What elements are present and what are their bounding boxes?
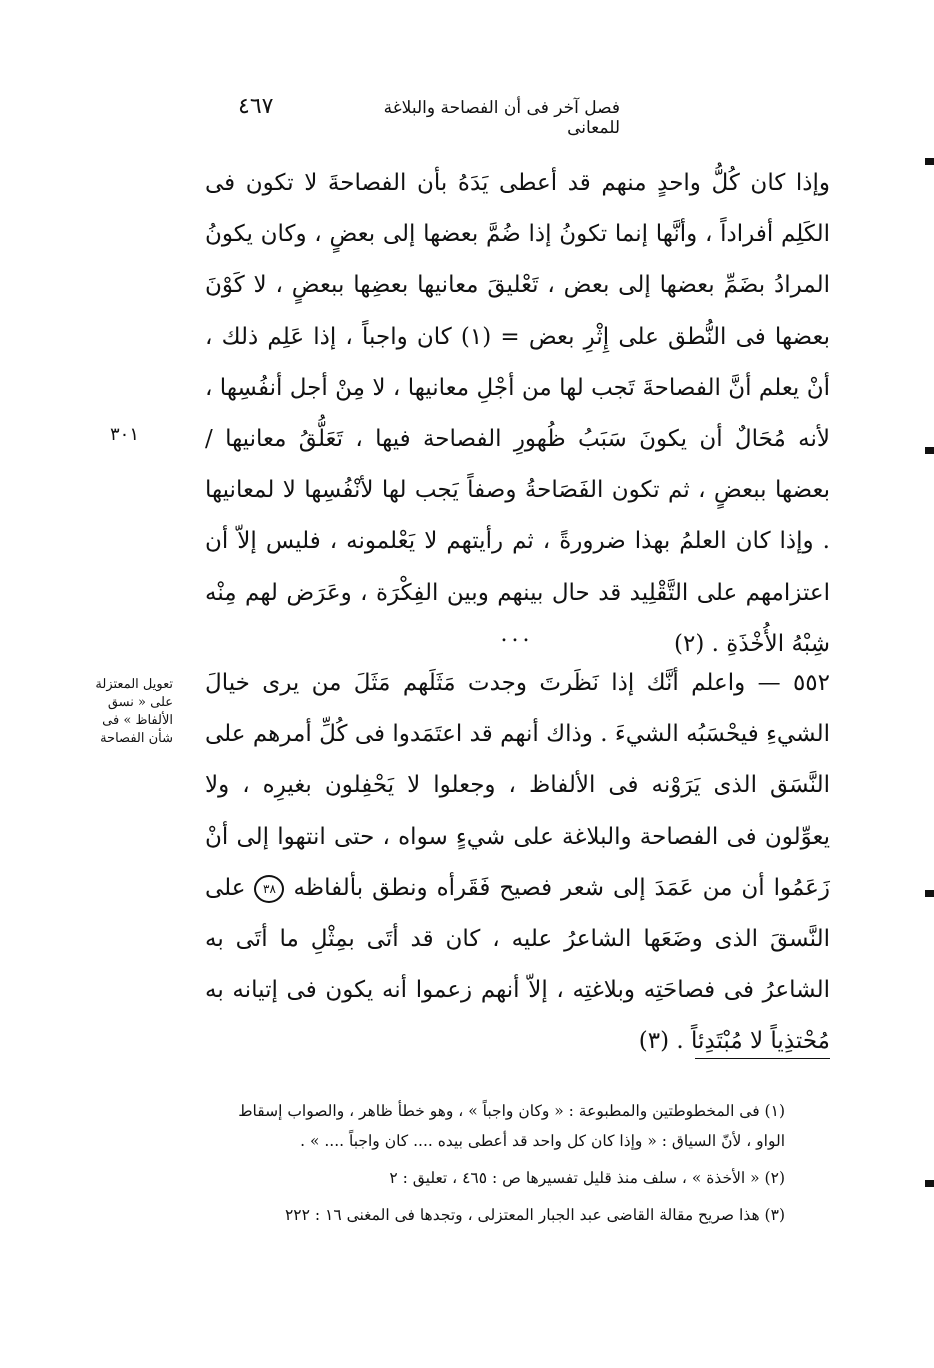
main-paragraph-2 xyxy=(205,658,830,1068)
footnotes xyxy=(215,1096,785,1237)
edge-mark-icon xyxy=(925,890,934,897)
section-separator: ... xyxy=(500,622,534,647)
margin-page-reference: ٣٠١ xyxy=(110,424,140,445)
paragraph-text-part-2: على النَّسقَ الذى وضَعَها الشاعرُ عليه ، كان قد أتَى بمِثْلِ ما أتَى به الشاعرُ فى فصاحَتِه وبلاغتِه ، إلاّ أنهم زعموا أنه يكون فى إتيانه به مُحْتذِياً لا مُبْتَدِئاً . (٣) xyxy=(205,874,830,1055)
edge-mark-icon xyxy=(925,447,934,454)
margin-note: تعويل المعتزلة على « نسق الألفاظ » فى شأن الفصاحة xyxy=(95,677,173,746)
edge-mark-icon xyxy=(925,1180,934,1187)
footnote: (٢) « الأخذة » ، سلف منذ قليل تفسيرها ص : ٤٦٥ ، تعليق : ٢ xyxy=(389,1169,785,1187)
main-paragraph-1 xyxy=(205,158,830,670)
paragraph-text: وإذا كان كُلُّ واحدٍ منهم قد أعطى يَدَهُ بأن الفصاحةَ لا تكون فى الكَلِم أفراداً ، وأنَّها إنما تكونُ إذا ضُمَّ بعضها إلى بعضٍ ، وكان يكونُ المرادُ بضَمِّ بعضها إلى بعض ، تَعْليقَ معانيها بعضِها ببعضٍ ، لا كَوْنَ بعضها فى النُّطق على إِثْرِ بعض = (١) كان واجباً ، إذا عَلِم ذلك ، أنْ يعلم أنَّ الفصاحةَ تَجب لها من أجْلِ معانيها ، لا مِنْ أجل أنفُسِها ، لأنه مُحَالٌ أن يكونَ سَبَبُ ظُهورِ الفصاحة فيها ، تَعَلُّقُ معانيها / بعضها ببعضٍ ، ثم تكون الفَصَاحةُ وصفاً يَجب لها لأنْفُسِها لا لمعانيها . وإذا كان العلمُ بهذا ضرورةً ، ثم رأيتهم لا يَعْلمونه ، فليس إلاّ أن اعتزامهم على التَّقْلِيد قد حال بينهم وبين الفِكْرَة ، وعَرَض لهم مِنْه شِبْهُ الأُخْذَةِ . (٢) xyxy=(205,170,830,657)
footnote: (١) فى المخطوطتين والمطبوعة : « وكان واجباً » ، وهو خطأ ظاهر ، والصواب إسقاط الواو ، لأنّ السياق : « وإذا كان كل واحد قد أعطى بيده .... كان واجباً .... » . xyxy=(238,1102,785,1150)
page-seal-icon: ٣٨ xyxy=(254,875,284,903)
footnote-rule xyxy=(695,1058,830,1059)
footnote: (٣) هذا صريح مقالة القاضى عبد الجبار المعتزلى ، وتجدها فى المغنى ١٦ : ٢٢٢ xyxy=(284,1206,785,1224)
edge-mark-icon xyxy=(925,158,934,165)
paragraph-text xyxy=(205,658,830,1068)
running-title: فصل آخر فى أن الفصاحة والبلاغة للمعانى xyxy=(383,98,620,138)
paragraph-text-part-1: ٥٥٢ — واعلم أنَّك إذا نَظَرتَ وجدت مَثَلَهم مَثَلَ من يرى خيالَ الشيءِ فيحْسَبُه الشيءَ . وذاك أنهم قد اعتَمَدوا فى كُلِّ أمرهم على النَّسَق الذى يَرَوْنه فى الألفاظ ، وجعلوا لا يَحْفِلون بغيرِه ، ولا يعوِّلون فى الفصاحة والبلاغة على شيءٍ سواه ، حتى انتهوا إلى أنْ زَعَمُوا أن من عَمَدَ إلى شعر فصيح فَقَرأه ونطق بألفاظه xyxy=(205,670,831,901)
page-number: ٤٦٧ xyxy=(238,94,274,119)
